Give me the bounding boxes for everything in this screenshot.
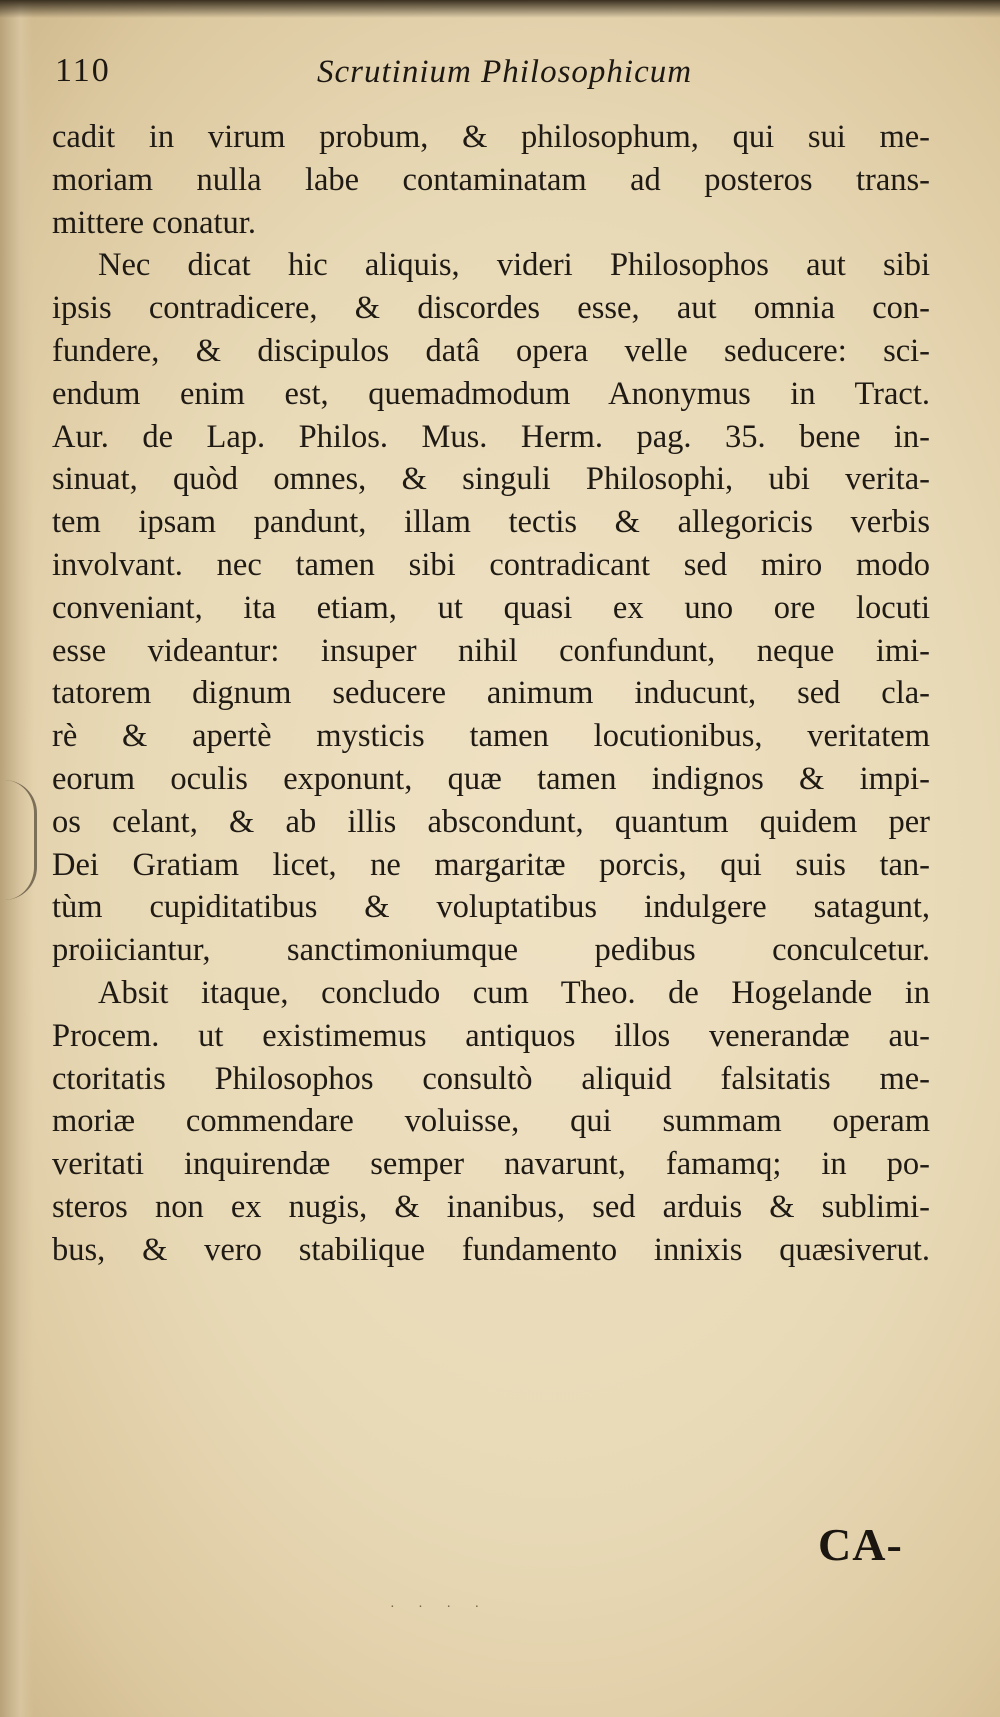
text-line: Procem. ut existimemus antiquos illos venerandæ au- [52,1017,930,1054]
text-line: veritati inquirendæ semper navarunt, famamq; in po- [52,1146,930,1183]
text-line: moriæ commendare voluisse, qui summam operam [52,1103,930,1140]
text-line: conveniant, ita etiam, ut quasi ex uno ore locuti [52,589,930,626]
text-line: tatorem dignum seducere animum inducunt, sed cla- [52,675,930,712]
text-line: ipsis contradicere, & discordes esse, aut omnia con- [52,290,930,327]
text-line: esse videantur: insuper nihil confundunt, neque imi- [52,632,930,669]
paragraph-start-line: Absit itaque, concludo cum Theo. de Hogelande in [98,974,930,1011]
text-line: moriam nulla labe contaminatam ad posteros trans- [52,161,930,198]
text-line: os celant, & ab illis abscondunt, quantum quidem per [52,803,930,840]
text-line: proiiciantur, sanctimoniumque pedibus conculcetur. [52,932,930,969]
text-line: involvant. nec tamen sibi contradicant sed miro modo [52,546,930,583]
text-line: bus, & vero stabilique fundamento innixis quæsiverut. [52,1231,930,1268]
page-number: 110 [55,52,111,89]
text-line: cadit in virum probum, & philosophum, qui sui me- [52,119,930,155]
text-line: rè & apertè mysticis tamen locutionibus, veritatem [52,718,930,755]
text-line: fundere, & discipulos datâ opera velle seducere: sci- [52,332,930,369]
text-line: Dei Gratiam licet, ne margaritæ porcis, qui suis tan- [52,846,930,883]
paragraph-start-line: Nec dicat hic aliquis, videri Philosophos aut sibi [98,247,930,284]
page-header [55,52,915,102]
text-line: sinuat, quòd omnes, & singuli Philosophi, ubi verita- [52,461,930,498]
text-line: Aur. de Lap. Philos. Mus. Herm. pag. 35. bene in- [52,418,930,455]
page-edge-shadow [0,0,1000,18]
text-line: tem ipsam pandunt, illam tectis & allegoricis verbis [52,504,930,541]
paper-specks: · · · · [390,1600,490,1615]
text-line: mittere conatur. [52,204,256,241]
body-text [52,116,930,1272]
text-line: ctoritatis Philosophos consultò aliquid falsitatis me- [52,1060,930,1097]
catchword: CA- [818,1519,903,1570]
text-line: endum enim est, quemadmodum Anonymus in Tract. [52,375,930,412]
running-title: Scrutinium Philosophicum [317,54,693,90]
margin-ink-mark [4,780,37,900]
text-line: eorum oculis exponunt, quæ tamen indignos & impi- [52,760,930,797]
text-line: steros non ex nugis, & inanibus, sed arduis & sublimi- [52,1188,930,1225]
text-line: tùm cupiditatibus & voluptatibus indulgere satagunt, [52,889,930,926]
